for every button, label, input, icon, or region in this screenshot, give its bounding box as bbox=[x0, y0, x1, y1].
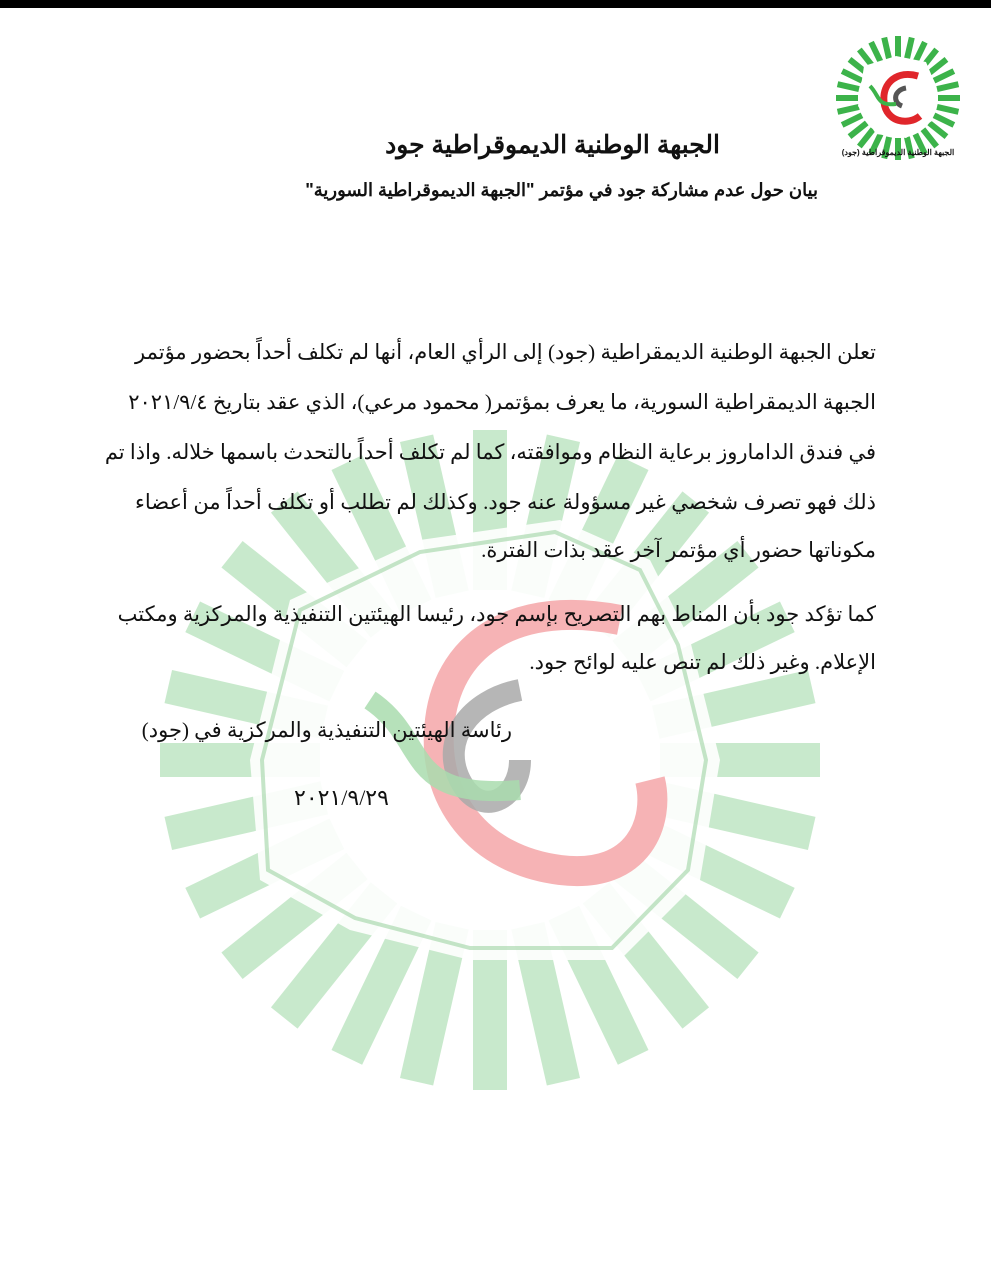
paragraph-2-line: الإعلام. وغير ذلك لم تنص عليه لوائح جود. bbox=[529, 650, 876, 674]
paragraph-1-line: الجبهة الديمقراطية السورية، ما يعرف بمؤتمر( محمود مرعي)، الذي عقد بتاريخ ٢٠٢١/٩/٤ bbox=[128, 390, 876, 414]
sunburst-ray bbox=[871, 42, 881, 62]
sunburst-ray bbox=[838, 84, 859, 89]
signature-date: ٢٠٢١/٩/٢٩ bbox=[294, 785, 389, 810]
paragraph-1-line: مكوناتها حضور أي مؤتمر آخر عقد بذات الفترة. bbox=[481, 538, 876, 562]
logo-caption: الجبهة الوطنية الديموقراطية (جود) bbox=[841, 148, 955, 157]
sunburst-ray bbox=[907, 38, 912, 59]
document-subtitle: بيان حول عدم مشاركة جود في مؤتمر "الجبهة الديموقراطية السورية" bbox=[305, 180, 818, 200]
sunburst-ray bbox=[884, 38, 889, 59]
sunburst-ray bbox=[934, 115, 954, 125]
document-title: الجبهة الوطنية الديموقراطية جود bbox=[385, 131, 720, 159]
sunburst-ray bbox=[923, 129, 937, 146]
sunburst-ray bbox=[929, 123, 946, 137]
sunburst-ray bbox=[842, 115, 862, 125]
sunburst-ray bbox=[850, 123, 867, 137]
sunburst-ray bbox=[937, 84, 958, 89]
organization-logo bbox=[836, 26, 964, 166]
sunburst-ray bbox=[915, 42, 925, 62]
paragraph-2-line: كما تؤكد جود بأن المناط بهم التصريح بإسم جود، رئيسا الهيئتين التنفيذية والمركزية ومكتب bbox=[117, 602, 876, 626]
paragraph-1-line: تعلن الجبهة الوطنية الديمقراطية (جود) إلى الرأي العام، أنها لم تكلف أحداً بحضور مؤتمر bbox=[135, 340, 876, 364]
sunburst-ray bbox=[859, 129, 873, 146]
sunburst-ray bbox=[842, 71, 862, 81]
sunburst-ray bbox=[838, 107, 859, 112]
sunburst-ray bbox=[934, 71, 954, 81]
paragraph-1-line: ذلك فهو تصرف شخصي غير مسؤولة عنه جود. وكذلك لم تطلب أو تكلف أحداً من أعضاء bbox=[135, 490, 876, 514]
sunburst-ray bbox=[937, 107, 958, 112]
paragraph-1-line: في فندق الداماروز برعاية النظام وموافقته، كما لم تكلف أحداً بالتحدث باسمها خلاله. واذا تم bbox=[104, 440, 876, 464]
signature-signer: رئاسة الهيئتين التنفيذية والمركزية في (جود) bbox=[141, 718, 512, 742]
sunburst-ray bbox=[929, 59, 946, 73]
